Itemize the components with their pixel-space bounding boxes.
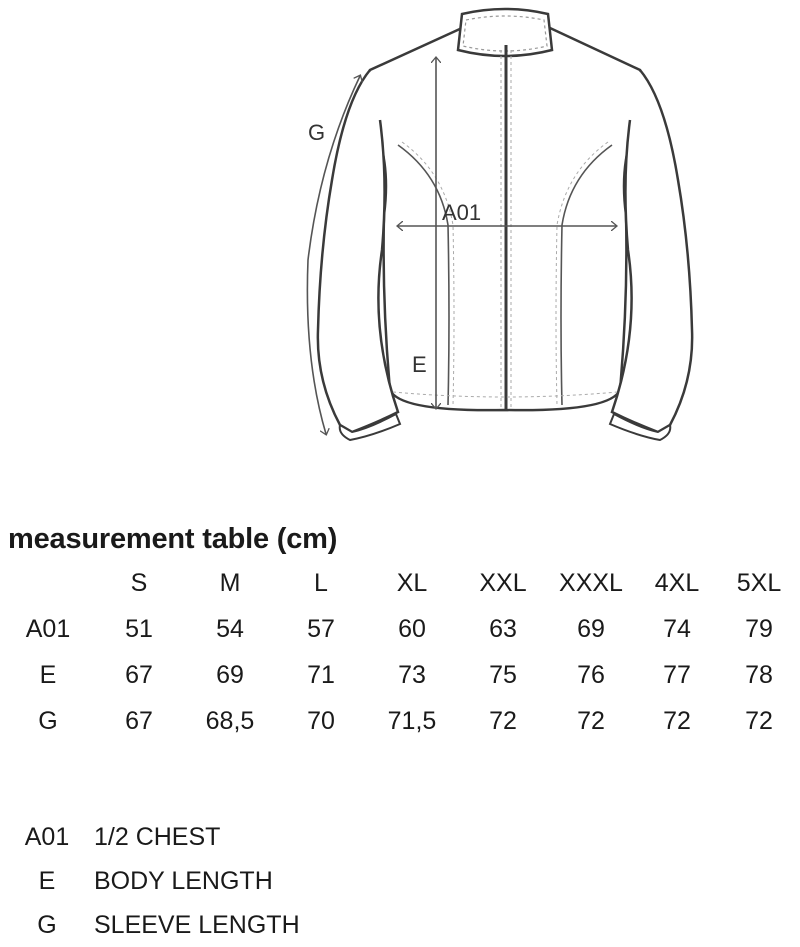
size-header-row	[0, 560, 800, 606]
legend-code: A01	[24, 822, 70, 851]
size-header: 4XL	[654, 568, 700, 597]
row-code: A01	[25, 614, 71, 643]
table-cell: 68,5	[205, 706, 255, 735]
legend-item	[0, 859, 300, 903]
row-code: E	[39, 660, 57, 689]
legend-code: G	[37, 910, 57, 939]
table-cell: 67	[125, 660, 153, 689]
size-header: M	[219, 568, 241, 597]
table-cell: 70	[307, 706, 335, 735]
header-empty-cell	[0, 560, 96, 606]
jacket-right-sleeve	[612, 70, 692, 432]
body-length-label: E	[412, 352, 427, 377]
table-cell: 57	[307, 614, 335, 643]
legend-description: BODY LENGTH	[94, 866, 273, 895]
size-header: XXL	[479, 568, 527, 597]
table-cell: 74	[663, 614, 691, 643]
row-code: G	[38, 706, 58, 735]
legend-item	[0, 903, 300, 947]
measurement-legend	[0, 815, 300, 947]
measurement-table	[0, 560, 800, 744]
table-row	[0, 698, 800, 744]
table-cell: 77	[663, 660, 691, 689]
table-cell: 69	[577, 614, 605, 643]
table-cell: 71	[307, 660, 335, 689]
sleeve-length-label: G	[308, 120, 326, 145]
table-cell: 54	[216, 614, 244, 643]
table-cell: 75	[489, 660, 517, 689]
table-cell: 51	[125, 614, 153, 643]
size-header: L	[314, 568, 328, 597]
table-cell: 63	[489, 614, 517, 643]
measurement-table-title: measurement table (cm)	[8, 523, 338, 555]
table-cell: 72	[577, 706, 605, 735]
table-cell: 72	[489, 706, 517, 735]
table-row	[0, 606, 800, 652]
jacket-illustration	[290, 0, 710, 450]
size-header: S	[130, 568, 148, 597]
jacket-drawing	[290, 0, 710, 450]
size-header: XXXL	[559, 568, 623, 597]
size-header: 5XL	[736, 568, 782, 597]
legend-description: 1/2 CHEST	[94, 822, 221, 851]
table-cell: 72	[663, 706, 691, 735]
size-header: XL	[396, 568, 428, 597]
table-cell: 67	[125, 706, 153, 735]
table-cell: 69	[216, 660, 244, 689]
table-row	[0, 652, 800, 698]
table-cell: 72	[745, 706, 773, 735]
legend-item	[0, 815, 300, 859]
legend-code: E	[38, 866, 56, 895]
table-cell: 71,5	[387, 706, 437, 735]
table-cell: 60	[398, 614, 426, 643]
table-cell: 79	[745, 614, 773, 643]
table-cell: 73	[398, 660, 426, 689]
table-cell: 78	[745, 660, 773, 689]
jacket-left-sleeve	[318, 70, 398, 432]
legend-description: SLEEVE LENGTH	[94, 910, 300, 939]
table-cell: 76	[577, 660, 605, 689]
chest-width-label: A01	[442, 200, 482, 225]
